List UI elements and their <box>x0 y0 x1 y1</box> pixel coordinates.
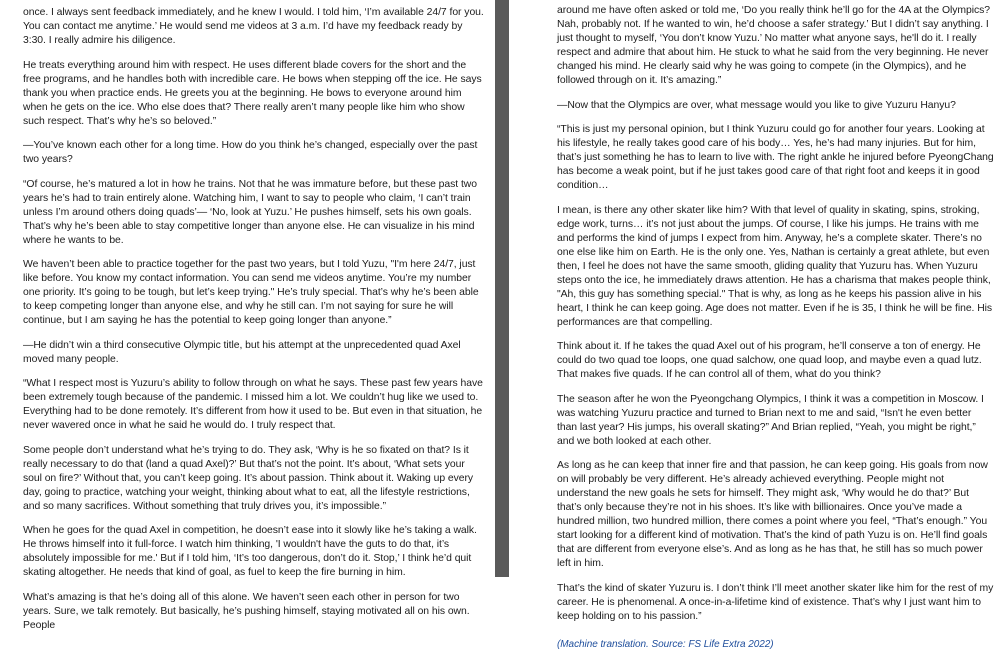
left-paragraph-2: He treats everything around him with respect. He uses different blade covers for the short and the free programs, and he handles both with incredible care. He bows when stepping off the ice. He says thank you when practice ends. He greets you at the beginning. He bows to everyone around him when he gets on the ice. Who else does that? There really aren’t many people like him who show such respect. That’s why he’s so beloved.” <box>23 59 482 127</box>
right-page <box>509 0 1000 650</box>
right-paragraph-8: That’s the kind of skater Yuzuru is. I don’t think I’ll meet another skater like him for the rest of my career. He is phenomenal. A once-in-a-lifetime kind of existence. That’s why I just want him to keep holding on to his passion.” <box>557 582 994 622</box>
right-paragraph-2: —Now that the Olympics are over, what message would you like to give Yuzuru Hanyu? <box>557 99 956 111</box>
left-page <box>0 0 495 631</box>
left-paragraph-4: “Of course, he’s matured a lot in how he trains. Not that he was immature before, but these past two years he’s had to train entirely alone. Watching him, I want to say to people who claim, ‘I can’t train unless I’m around others doing quads’— ‘No, look at Yuzu.’ He pushes himself, sets his own goals. That’s why he’s been able to stay competitive longer than anyone else. He can visualize in his mind where he wants to be. <box>23 178 477 246</box>
right-paragraph-4: I mean, is there any other skater like him? With that level of quality in skating, spins, stroking, edge work, turns… it’s not just about the jumps. Of course, I like his jumps. He trains with me and performs the kind of jumps I expect from him. Anyway, he’s a complete skater. There’s no one else like him on Earth. He is the only one. Yes, Nathan is certainly a great athlete, but even then, I feel he does not have the same smooth, gliding quality that Yuzuru has. When Yuzuru steps onto the ice, he immediately draws attention. He has a charisma that makes people think, "Ah, this guy has something special." That is why, as long as he keeps his passion alive in his heart, I think he can keep going. Age does not matter. Even if he is 35, I think he will be fine. His performances are that compelling. <box>557 204 993 328</box>
left-paragraph-9: When he goes for the quad Axel in competition, he doesn’t ease into it slowly like he’s taking a walk. He throws himself into it full-force. I watch him thinking, 'I wouldn't have the guts to do that, it’s absolutely impossible for me.' But if I told him, ‘It’s too dangerous, don’t do it. Stop,’ I think he’d quit skating altogether. He needs that kind of goal, as fuel to keep the fire burning in him. <box>23 525 477 578</box>
left-paragraph-7: “What I respect most is Yuzuru’s ability to follow through on what he says. These past few years have been extremely tough because of the pandemic. I missed him a lot. We couldn’t hug like we used to. Everything had to be done remotely. It’s different from how it used to be. But even in that situation, he never wavered once in what he said he would do. I truly respect that. <box>23 378 483 431</box>
page-divider <box>495 0 509 577</box>
left-paragraph-1: once. I always sent feedback immediately, and he knew I would. I told him, ‘I’m available 24/7 for you. You can contact me anytime.’ He would send me videos at 3 a.m. I’d have my feedback ready by 3:30. I really admire his diligence. <box>23 7 484 46</box>
left-paragraph-6: —He didn’t win a third consecutive Olympic title, but his attempt at the unprecedented quad Axel moved many people. <box>23 339 461 365</box>
right-paragraph-3: “This is just my personal opinion, but I think Yuzuru could go for another four years. Looking at his lifestyle, he really takes good care of his body… Yes, he’s had many injuries. But for him, that’s just something he has to learn to live with. The right ankle he injured before PyeongChang has become a weak point, but if he just takes good care of that right foot and keeps it in good condition… <box>557 124 994 191</box>
right-paragraph-1: around me have often asked or told me, ‘Do you really think he’ll go for the 4A at the Olympics? Nah, probably not. If he wanted to win, he’d choose a safer strategy.’ But I didn’t say anything. I just thought to myself, ‘You don’t know Yuzu.’ No matter what anyone says, he'll do it. I really respect and admire that about him. He stuck to what he said from the very beginning. He never changed his mind. He clearly said why he was going to compete (in the Olympics), and he followed through on it. It’s amazing.” <box>557 5 990 86</box>
right-paragraph-6: The season after he won the Pyeongchang Olympics, I think it was a competition in Moscow. I was watching Yuzuru practice and turned to Brian next to me and said, “Isn't he even better than last year? His jumps, his overall skating?” And Brian replied, “Yeah, you might be right,” and we both looked at each other. <box>557 393 984 447</box>
source-note: (Machine translation. Source: FS Life Extra 2022) <box>557 638 774 650</box>
right-paragraph-7: As long as he can keep that inner fire and that passion, he can keep going. His goals from now on will probably be very different. He’s already achieved everything. People might not understand the new goals he sets for himself. They might ask, ‘Why would he do that?’ But that’s only because they’re not in his shoes. It’s like with billionaires. Once you’ve made a hundred million, two hundred million, there comes a point where you feel, “That’s enough.” You start looking for a different kind of motivation. That’s the kind of path Yuzu is on. He’ll find goals that are different from everyone else’s. And as long as he has that, he still has so much power left in him. <box>557 460 988 569</box>
right-paragraph-5: Think about it. If he takes the quad Axel out of his program, he’ll conserve a ton of energy. He could do two quad toe loops, one quad salchow, one quad loop, and maybe even a quad lutz. That makes five quads. If he can control all of them, what do you think? <box>557 341 982 380</box>
left-paragraph-3: —You’ve known each other for a long time. How do you think he’s changed, especially over the past two years? <box>23 140 478 165</box>
left-paragraph-5: We haven’t been able to practice together for the past two years, but I told Yuzu, "I'm here 24/7, just like before. You know my contact information. You can send me videos anytime. You’re my number one priority. It’s going to be tough, but let’s keep trying." He’s truly special. That’s why he’s been able to keep competing longer than anyone else, and why he still can. I’m not saying for sure he will continue, but I am saying he has the potential to keep going longer than anyone.” <box>23 259 479 326</box>
left-paragraph-8: Some people don’t understand what he’s trying to do. They ask, ‘Why is he so fixated on that? Is it really necessary to do that (land a quad Axel)?’ But that’s not the point. It’s about, ‘What sets your soul on fire?’ Without that, you can’t keep going. It’s about passion. Think about it. Waking up every day, going to practice, watching your weight, thinking about what to eat, all the lifestyle restrictions, and so many sacrifices. Without something that truly drives you, it’s impossible.” <box>23 444 474 512</box>
left-paragraph-10: What’s amazing is that he’s doing all of this alone. We haven’t seen each other in person for two years. Sure, we talk remotely. But basically, he’s pushing himself, staying motivated all on his own. People <box>23 591 470 631</box>
